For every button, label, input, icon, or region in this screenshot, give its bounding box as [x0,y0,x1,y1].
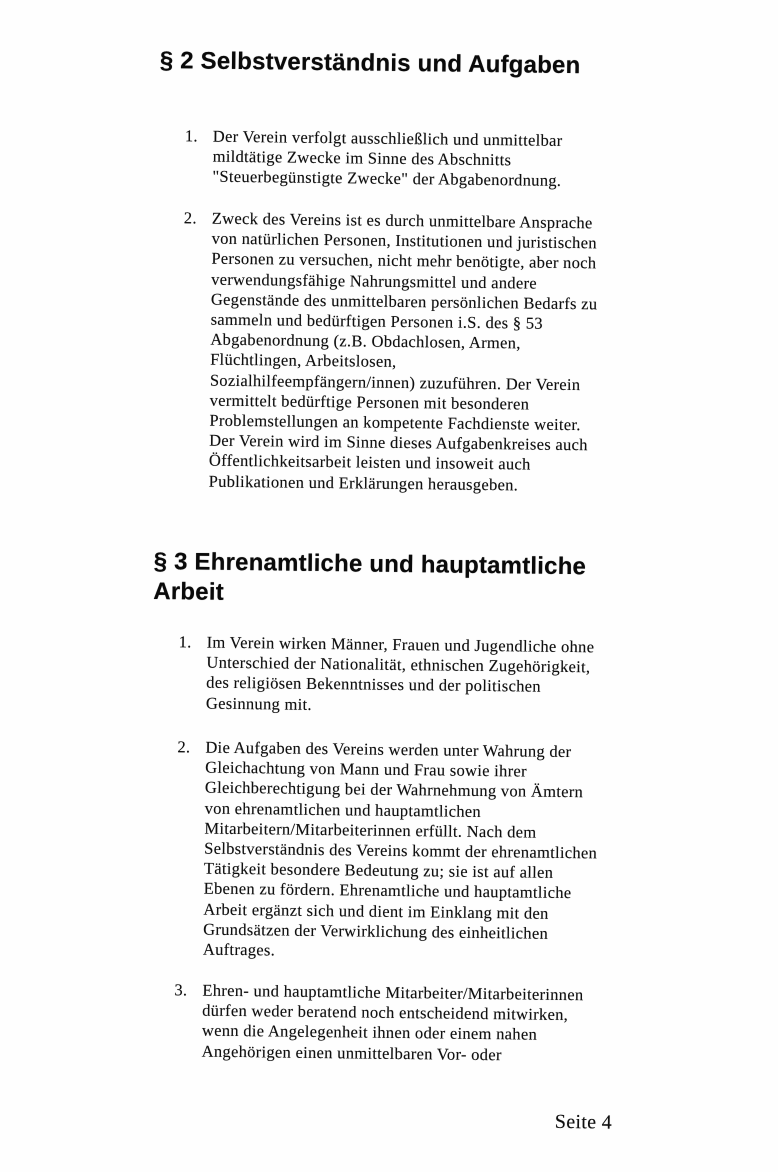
list-item [178,632,595,718]
list-item [175,737,599,964]
item-text: Die Aufgaben des Vereins werden unter Wahrung der Gleichachtung von Mann und Frau sowie ihrer Gleichberechtigung bei der Wahrnehmung von Ämtern von ehrenamtlichen und hauptamtlichen Mitarbeitern/Mitarbeiterinnen erfüllt. Nach dem Selbstverständnis des Vereins kommt der ehrenamtlichen Tätigkeit besondere Bedeutung zu; sie ist auf allen Ebenen zu fördern. Ehrenamtliche und hauptamtliche Arbeit ergänzt sich und dient im Einklang mit den Grundsätzen der Verwirklichung des einheitlichen Auftrages. [202,737,598,960]
list-item [181,208,599,496]
item-number: 3. [174,980,188,1000]
list-item [184,126,562,191]
page-content [146,44,660,1160]
list-item [174,980,584,1066]
item-text: Ehren- und hauptamtliche Mitarbeiter/Mitarbeiterinnen dürfen weder beratend noch entscheidend mitwirken, wenn die Angelegenheit ihnen oder einem nahen Angehörigen einen unmittelbaren Vor- oder [201,980,584,1064]
item-number: 2. [177,737,191,757]
item-number: 1. [178,632,192,652]
item-text: Der Verein verfolgt ausschließlich und unmittelbar mildtätige Zwecke im Sinne des Abschnitts "Steuerbegünstigte Zwecke" der Abgabenordnung. [212,126,563,191]
section-2-heading: § 2 Selbstverständnis und Aufgaben [159,46,581,80]
item-text: Zweck des Vereins ist es durch unmittelbare Ansprache von natürlichen Personen, Institutionen und juristischen Personen zu versuchen, nicht mehr benötigte, aber noch verwendungsfähige Nahrungsmittel und andere Gegenstände des unmittelbaren persönlichen Bedarfs zu sammeln und bedürftigen Personen i.S. des § 53 Abgabenordnung (z.B. Obdachlosen, Armen, Flüchtlingen, Arbeitslosen, Sozialhilfeempfängern/innen) zuzuführen. Der Verein vermittelt bedürftige Personen mit besonderen Problemstellungen an kompetente Fachdienste weiter. Der Verein wird im Sinne dieses Aufgabenkreises auch Öffentlichkeitsarbeit leisten und insoweit auch Publikationen und Erklärungen herausgeben. [208,208,598,495]
item-text: Im Verein wirken Männer, Frauen und Jugendliche ohne Unterschied der Nationalität, ethnischen Zugehörigkeit, des religiösen Bekenntnisses und der politischen Gesinnung mit. [205,632,595,714]
page-number: Seite 4 [554,1110,613,1134]
item-number: 1. [184,126,198,146]
item-number: 2. [183,208,197,228]
section-3-heading: § 3 Ehrenamtliche und hauptamtliche Arbeit [153,547,587,606]
